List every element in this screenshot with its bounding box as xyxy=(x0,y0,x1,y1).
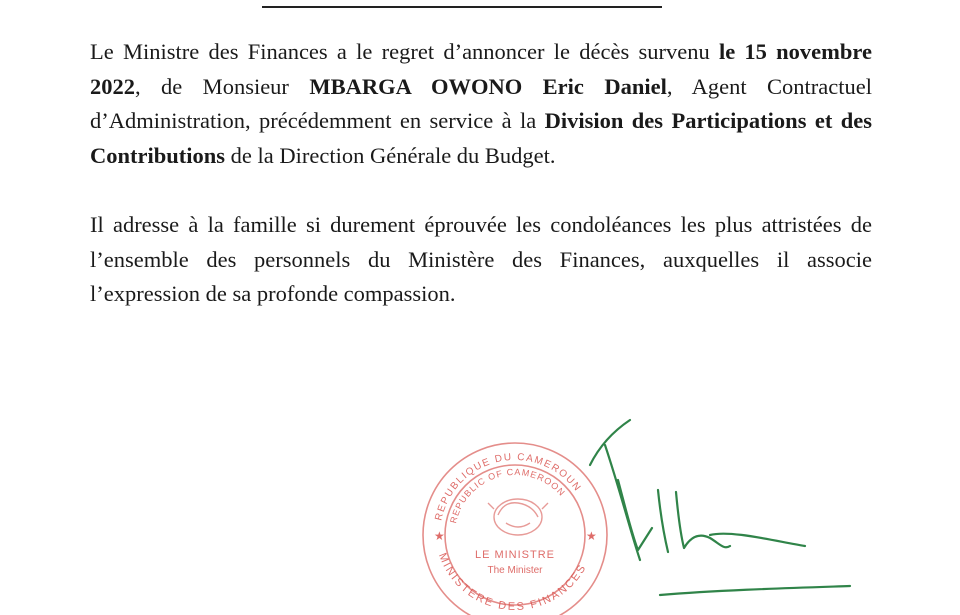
minister-signature xyxy=(560,410,860,600)
division-name: Division des Participations et des Contributions xyxy=(90,108,872,168)
seal-emblem xyxy=(488,499,548,535)
seal-ring-text-en: REPUBLIC OF CAMEROON xyxy=(448,466,568,525)
announcement-paragraph xyxy=(90,35,872,173)
seal-ring-text-fr: REPUBLIQUE DU CAMEROUN xyxy=(433,451,584,522)
document-title-cropped xyxy=(262,0,662,8)
paragraph-text: , de Monsieur xyxy=(135,73,310,99)
seal-center-en: The Minister xyxy=(487,565,543,576)
condolences-paragraph: Il adresse à la famille si durement éprouvée les condoléances les plus attristées de l’ensemble des personnels du Ministère des Finances, auxquelles il associe l’expression de sa profonde compassion. xyxy=(90,212,872,306)
seal-ring-text-bottom: MINISTERE DES FINANCES xyxy=(435,551,590,614)
paragraph-text: Le Ministre des Finances a le regret d’annoncer le décès survenu xyxy=(90,39,719,64)
date-of-death: le 15 novembre 2022 xyxy=(90,39,872,99)
paragraph-text: de la Direction Générale du Budget. xyxy=(225,142,556,168)
seal-center-fr: LE MINISTRE xyxy=(474,549,556,561)
seal-star-left: ★ xyxy=(434,529,445,543)
paragraph-text: , Agent Contractuel d’Administration, précédemment en service à la xyxy=(90,73,872,133)
deceased-name: MBARGA OWONO Eric Daniel xyxy=(309,73,667,99)
seal-star-right: ★ xyxy=(586,529,597,543)
